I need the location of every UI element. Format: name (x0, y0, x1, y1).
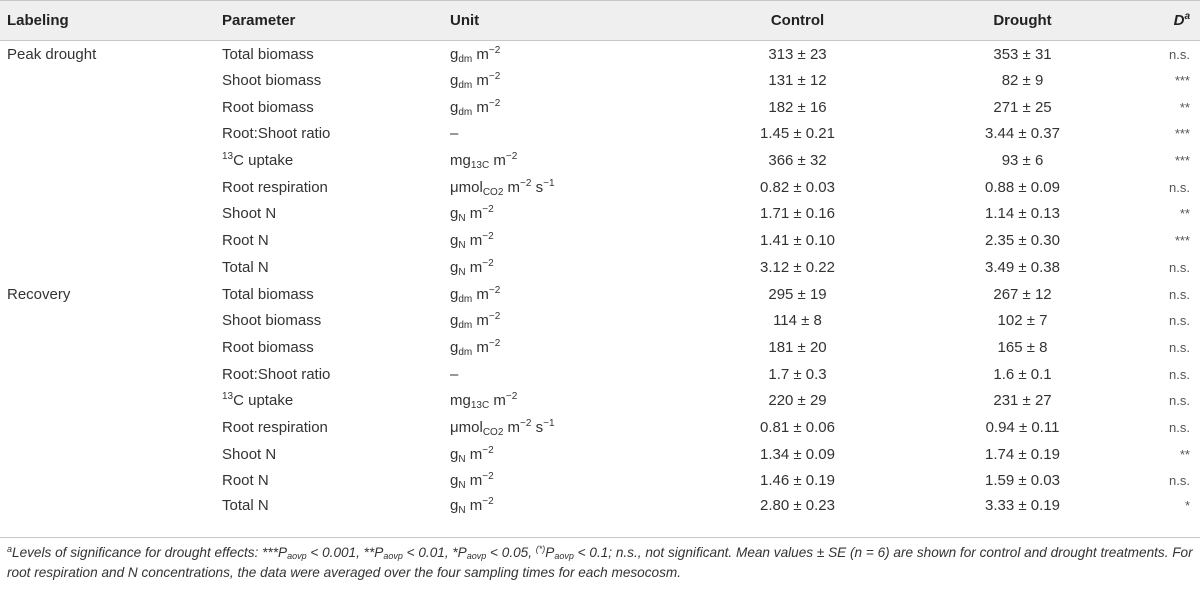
cell-significance: n.s. (1169, 313, 1190, 329)
unit-rest: m (465, 258, 483, 276)
cell-parameter-text: Root:Shoot ratio (222, 125, 331, 143)
cell-unit (450, 494, 675, 521)
cell-control: 1.45 ± 0.21 (760, 125, 835, 143)
unit-sub: CO2 (482, 426, 504, 438)
unit-sub: N (458, 240, 466, 252)
table-row (0, 494, 1200, 521)
cell-significance: ** (1179, 446, 1190, 462)
footnote-p-sub: aovp (466, 551, 487, 561)
cell-drought: 82 ± 9 (1001, 72, 1044, 90)
cell-unit (450, 361, 675, 388)
unit-sub: N (458, 213, 466, 225)
cell-drought: 93 ± 6 (1001, 152, 1044, 170)
table-row (0, 281, 1200, 308)
cell-drought: 267 ± 12 (993, 285, 1052, 303)
cell-significance: *** (1174, 233, 1190, 249)
cell-labeling (0, 387, 222, 414)
unit-rest: m (465, 497, 483, 515)
unit-sup: −2 (520, 177, 532, 189)
cell-unit (450, 67, 675, 94)
unit-base: g (450, 205, 459, 223)
footnote-text-4: < 0.05, (486, 545, 536, 560)
cell-parameter-text: Shoot biomass (222, 72, 322, 90)
cell-control: 3.12 ± 0.22 (760, 258, 835, 276)
unit-base: g (450, 258, 459, 276)
table-row (0, 387, 1200, 414)
cell-parameter (222, 334, 450, 361)
footnote-paren: (*) (535, 544, 546, 554)
cell-drought: 2.35 ± 0.30 (985, 232, 1060, 250)
cell-unit (450, 174, 675, 201)
cell-unit (450, 441, 675, 468)
cell-parameter (222, 494, 450, 521)
cell-parameter-text: Root:Shoot ratio (222, 365, 331, 383)
cell-drought: 1.6 ± 0.1 (993, 365, 1052, 383)
header-unit: Unit (450, 1, 675, 41)
table-row (0, 441, 1200, 468)
unit-base: g (450, 312, 459, 330)
unit-rest: m (465, 205, 483, 223)
cell-control: 1.34 ± 0.09 (760, 445, 835, 463)
unit-sub: N (458, 453, 466, 465)
cell-parameter (222, 307, 450, 334)
cell-parameter-sup: 13 (222, 151, 234, 163)
cell-unit (450, 387, 675, 414)
cell-unit (450, 147, 675, 174)
cell-labeling (0, 94, 222, 121)
cell-parameter (222, 254, 450, 281)
table-row (0, 41, 1200, 68)
unit-base: μmol (450, 178, 483, 196)
cell-parameter-text: Root respiration (222, 178, 328, 196)
cell-drought: 3.33 ± 0.19 (985, 497, 1060, 515)
table-row (0, 334, 1200, 361)
cell-unit (450, 201, 675, 228)
cell-significance: *** (1174, 73, 1190, 89)
unit-dash: – (450, 125, 459, 143)
header-d-label: D (1173, 12, 1185, 29)
cell-unit (450, 121, 675, 148)
table-row (0, 147, 1200, 174)
cell-drought: 271 ± 25 (993, 98, 1052, 116)
unit-base: mg (450, 392, 471, 410)
cell-labeling (0, 121, 222, 148)
unit-rest: m (472, 338, 489, 356)
header-d (1125, 1, 1200, 41)
footnote-divider (0, 537, 1200, 538)
cell-parameter (222, 441, 450, 468)
cell-significance: n.s. (1169, 393, 1190, 409)
table-row (0, 361, 1200, 388)
footnote-p: P (278, 545, 288, 560)
unit-rest: m (465, 472, 483, 490)
unit-base: g (450, 497, 459, 515)
unit-rest: m (472, 72, 489, 90)
cell-parameter (222, 121, 450, 148)
unit-rest: m (472, 98, 489, 116)
cell-parameter-text: Shoot biomass (222, 312, 322, 330)
header-d-sup: a (1184, 11, 1190, 22)
unit-sub: 13C (470, 400, 490, 412)
unit-sub: N (458, 505, 466, 517)
cell-drought: 3.49 ± 0.38 (985, 258, 1060, 276)
cell-unit (450, 307, 675, 334)
cell-labeling (0, 468, 222, 495)
cell-labeling (0, 441, 222, 468)
table-row (0, 468, 1200, 495)
unit-sup: −2 (482, 496, 494, 508)
unit-sub: CO2 (482, 186, 504, 198)
cell-significance: n.s. (1169, 286, 1190, 302)
table-row (0, 414, 1200, 441)
cell-control: 1.7 ± 0.3 (768, 365, 827, 383)
cell-significance: n.s. (1169, 259, 1190, 275)
cell-drought: 165 ± 8 (997, 338, 1048, 356)
cell-parameter-text: Shoot N (222, 205, 277, 223)
cell-unit (450, 41, 675, 68)
unit-rest: m (465, 445, 483, 463)
cell-parameter-text: Total N (222, 258, 269, 276)
table-row (0, 307, 1200, 334)
cell-drought: 3.44 ± 0.37 (985, 125, 1060, 143)
cell-significance: n.s. (1169, 46, 1190, 62)
unit-sup: −2 (482, 257, 494, 269)
cell-parameter (222, 387, 450, 414)
unit-rest2: s (531, 178, 544, 196)
unit-base: μmol (450, 418, 483, 436)
cell-parameter (222, 147, 450, 174)
cell-significance: ** (1179, 99, 1190, 115)
cell-parameter (222, 94, 450, 121)
cell-parameter (222, 67, 450, 94)
cell-unit (450, 94, 675, 121)
cell-parameter (222, 227, 450, 254)
cell-parameter-text: Root biomass (222, 338, 314, 356)
unit-sup: −2 (482, 444, 494, 456)
cell-unit (450, 334, 675, 361)
cell-unit (450, 227, 675, 254)
unit-base: g (450, 445, 459, 463)
unit-sup: −2 (482, 471, 494, 483)
unit-rest: m (472, 312, 489, 330)
unit-sub: dm (458, 80, 473, 92)
cell-parameter-text: Total biomass (222, 285, 314, 303)
unit-sub: dm (458, 53, 473, 65)
cell-parameter-text: Root biomass (222, 98, 314, 116)
unit-base: g (450, 98, 459, 116)
cell-parameter-sup: 13 (222, 391, 234, 403)
unit-dash: – (450, 365, 459, 383)
cell-control: 1.41 ± 0.10 (760, 232, 835, 250)
table-row (0, 201, 1200, 228)
cell-parameter-text: C uptake (233, 152, 294, 170)
footnote-text-3: < 0.01, * (402, 545, 458, 560)
header-labeling: Labeling (0, 1, 222, 41)
cell-unit (450, 254, 675, 281)
header-row (0, 1, 1200, 41)
cell-labeling (0, 227, 222, 254)
cell-drought: 0.94 ± 0.11 (985, 418, 1060, 436)
cell-significance: *** (1174, 153, 1190, 169)
cell-parameter (222, 174, 450, 201)
cell-control: 0.82 ± 0.03 (760, 178, 835, 196)
table-row (0, 67, 1200, 94)
footnote-marker: a (7, 544, 13, 554)
cell-control: 0.81 ± 0.06 (760, 418, 835, 436)
unit-sub: N (458, 480, 466, 492)
cell-control: 1.71 ± 0.16 (760, 205, 835, 223)
unit-base: g (450, 45, 459, 63)
cell-parameter (222, 414, 450, 441)
unit-sup: −2 (505, 391, 518, 403)
cell-labeling (0, 414, 222, 441)
unit-base: g (450, 338, 459, 356)
cell-drought: 0.88 ± 0.09 (985, 178, 1060, 196)
cell-control: 131 ± 12 (768, 72, 827, 90)
unit-rest: m (465, 232, 483, 250)
header-control: Control (675, 1, 920, 41)
cell-parameter-text: C uptake (233, 392, 294, 410)
cell-labeling (0, 201, 222, 228)
cell-drought: 1.74 ± 0.19 (985, 445, 1060, 463)
cell-parameter (222, 281, 450, 308)
unit-sub: dm (458, 346, 473, 358)
cell-control: 114 ± 8 (773, 312, 822, 330)
cell-drought: 102 ± 7 (997, 312, 1048, 330)
footnote-p: P (374, 545, 384, 560)
cell-drought: 353 ± 31 (993, 45, 1052, 63)
table-row (0, 174, 1200, 201)
cell-unit (450, 468, 675, 495)
unit-base: mg (450, 152, 471, 170)
footnote-p-sub: aovp (554, 551, 574, 561)
table-body (0, 41, 1200, 521)
cell-significance: * (1184, 498, 1190, 514)
cell-drought: 1.59 ± 0.03 (985, 472, 1060, 490)
footnote (7, 543, 1193, 583)
unit-sub: N (458, 266, 466, 278)
unit-sup: −2 (482, 204, 494, 216)
cell-control: 295 ± 19 (768, 285, 827, 303)
footnote-text-2: < 0.001, ** (306, 545, 375, 560)
cell-labeling (0, 361, 222, 388)
table-row (0, 94, 1200, 121)
unit-sup: −2 (488, 337, 501, 349)
footnote-text-1: Levels of significance for drought effects: *** (12, 545, 278, 560)
unit-rest: m (489, 392, 506, 410)
cell-parameter (222, 201, 450, 228)
cell-labeling (0, 334, 222, 361)
table-row (0, 227, 1200, 254)
cell-parameter-text: Total biomass (222, 45, 314, 63)
unit-sup: −2 (505, 151, 518, 163)
unit-rest: m (503, 418, 521, 436)
cell-labeling (0, 147, 222, 174)
unit-base: g (450, 72, 459, 90)
cell-control: 366 ± 32 (768, 152, 827, 170)
cell-significance: n.s. (1169, 419, 1190, 435)
cell-significance: n.s. (1169, 473, 1190, 489)
unit-sub: dm (458, 320, 473, 332)
unit-sup: −2 (488, 71, 501, 83)
unit-base: g (450, 472, 459, 490)
unit-sup: −2 (488, 284, 501, 296)
cell-labeling (0, 307, 222, 334)
unit-sup: −2 (520, 417, 532, 429)
cell-parameter-text: Root respiration (222, 418, 328, 436)
cell-significance: n.s. (1169, 366, 1190, 382)
unit-sub: dm (458, 293, 473, 305)
cell-parameter (222, 41, 450, 68)
cell-control: 181 ± 20 (768, 338, 827, 356)
header-drought: Drought (920, 1, 1125, 41)
cell-labeling: Peak drought (7, 45, 97, 63)
cell-parameter-text: Total N (222, 497, 269, 515)
cell-drought: 1.14 ± 0.13 (985, 205, 1060, 223)
unit-sub: dm (458, 106, 473, 118)
cell-control: 182 ± 16 (768, 98, 827, 116)
cell-labeling: Recovery (7, 285, 71, 303)
unit-rest: m (503, 178, 521, 196)
table-header (0, 1, 1200, 41)
cell-control: 220 ± 29 (768, 392, 827, 410)
cell-drought: 231 ± 27 (993, 392, 1052, 410)
cell-significance: ** (1179, 206, 1190, 222)
header-parameter: Parameter (222, 1, 450, 41)
cell-parameter-text: Root N (222, 232, 269, 250)
cell-parameter-text: Shoot N (222, 445, 277, 463)
footnote-p: P (545, 545, 555, 560)
cell-significance: n.s. (1169, 179, 1190, 195)
unit-sup2: −1 (543, 177, 555, 189)
unit-sup2: −1 (543, 417, 555, 429)
unit-rest: m (472, 45, 489, 63)
cell-parameter-text: Root N (222, 472, 269, 490)
table-row (0, 254, 1200, 281)
footnote-p-sub: aovp (383, 551, 403, 561)
unit-sup: −2 (488, 97, 501, 109)
cell-parameter (222, 361, 450, 388)
cell-unit (450, 414, 675, 441)
unit-base: g (450, 285, 459, 303)
unit-rest2: s (531, 418, 544, 436)
cell-control: 313 ± 23 (768, 45, 827, 63)
unit-sub: 13C (470, 160, 490, 172)
cell-labeling (0, 67, 222, 94)
cell-unit (450, 281, 675, 308)
cell-labeling (0, 494, 222, 521)
unit-rest: m (489, 152, 506, 170)
table-row (0, 121, 1200, 148)
cell-significance: *** (1174, 126, 1190, 142)
unit-rest: m (472, 285, 489, 303)
unit-base: g (450, 232, 459, 250)
unit-sup: −2 (488, 311, 501, 323)
cell-labeling (0, 174, 222, 201)
cell-control: 2.80 ± 0.23 (760, 497, 835, 515)
cell-parameter (222, 468, 450, 495)
unit-sup: −2 (488, 44, 501, 56)
footnote-text-5: < 0.1; n.s., not significant. Mean values ± SE (n = 6) are shown for control and drought treatments. For root respiration and N concentrations, the data were averaged over the four sampling times for each mesocosm. (7, 545, 1193, 580)
footnote-p: P (457, 545, 467, 560)
cell-labeling (0, 254, 222, 281)
unit-sup: −2 (482, 231, 494, 243)
footnote-p-sub: aovp (287, 551, 307, 561)
cell-significance: n.s. (1169, 339, 1190, 355)
cell-control: 1.46 ± 0.19 (760, 472, 835, 490)
